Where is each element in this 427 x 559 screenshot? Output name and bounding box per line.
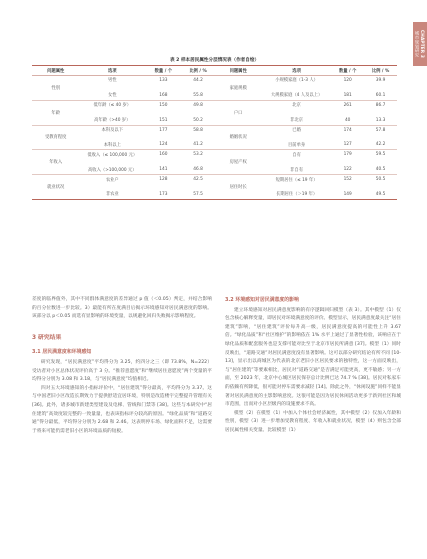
table-cell [32,91,79,100]
section-label: 城市规划研究 [415,30,420,58]
table-cell [32,190,79,199]
paragraph: 差度的临界值外，其中不同群体满意度的差异通过 p 值（＜0.05）判定，并结合影响的百分位数进一步比较。3）最能有所在度满目后揭示环境感知对居民满意度的影响。该部分以 p＜0.05 而选有显影响的环境变量，以规避化回归失败揭示影响程度。 [32,297,212,320]
table-cell: 年龄 [51,110,61,116]
table-cell: 女性 [107,93,117,99]
table-cell: 非农业 [79,190,145,199]
table-cell [32,165,79,174]
table-cell: 小规模家庭（1-3 人） [275,78,318,84]
table-cell: 北京 [262,100,331,109]
table-cell: 60.1 [375,92,386,98]
table-row [32,140,397,149]
table-cell: 168 [159,92,168,98]
table-cell: 152 [331,175,364,184]
table-cell: 128 [145,175,182,184]
table-cell [32,140,79,149]
table-cell: 短期居住（≤ 19 年） [262,175,331,184]
table-header-cell: 选项 [262,66,331,76]
table-cell: 177 [145,125,182,134]
table-cell: 就业状况 [47,185,65,191]
table-cell: 141 [159,167,168,173]
table-cell: 本科及以下 [79,125,145,134]
section-heading: 3 研究结果 [32,334,62,341]
table-cell: 低年龄（≤ 40 岁） [79,100,145,109]
table-cell: 46.8 [193,167,203,173]
table-cell [32,175,79,184]
table-cell: 42.5 [182,175,215,184]
table-cell: 大规模家庭（4 人及以上） [270,93,323,99]
left-text-column [32,296,212,436]
paragraph: 模型（2）在模型（1）中加入个体社会经济属性，其中模型（2）仅加入年龄和性别，模型（3）进一步增加受教育程度、年收入和就业状况，模型（4）则包含全部居民属性相关变量。比较模型（1） [225,410,401,433]
table-cell: 50.5 [364,175,397,184]
table-header-cell: 比例 / % [182,66,215,76]
table-header-cell: 数量 / 个 [331,66,364,76]
table-cell: 40.5 [375,167,386,173]
table-cell: 长期居住（＞19 年） [262,190,331,199]
table-cell: 124 [159,142,168,148]
table-cell: 160 [145,150,182,159]
table-cell: 自有 [262,150,331,159]
table-cell [32,76,79,85]
respondent-attribute-table [32,65,397,200]
table-header-cell: 问题属性 [214,66,261,76]
table-cell: 53.2 [182,150,215,159]
table-cell: 149 [331,190,364,199]
table-cell: 年收入 [49,160,63,166]
table-cell: 44.2 [193,77,203,83]
table-cell: 181 [343,92,352,98]
table-cell: 173 [145,190,182,199]
table-cell: 非北京 [290,118,304,124]
table-cell: 本科以上 [103,142,121,148]
table-header-cell: 选项 [79,66,145,76]
paragraph: 建立环境感知对居民满意度影响的有序逻辑回归模型（表 3）。其中模型（1）仅包含核心解释变量，即居民对环境满意度的评价。模型显示，居民满意度最关注“居住建筑”影响，“居住建筑”评价每升高一级，居民满意度提高的可能性上升 3.67 倍。“绿化品质”和“社区维护”的影响依在 1% 水平上通过了显著性检验，该响应在于绿化品质和配套服务也是支撑可能对比至于北京市居民所满意 [37]。模型（1）同时反映出，“道路交通”对居民满意度没有显著影响。这可以部分研究结论有所不同 [10-13]，显示出以商城区为代表的北京老旧小区居民要求的独特性，这一方面反映出，与“居住建筑”等要素相比，居民对“道路交通”是否满足可能更高，更不敏感；另一方面，至 2023 年，北京中心城区居民保存总计比例已达 74.7 % [38]。居民对私家车的依赖有所降低，很可能对停车需要求减轻 [14]。除此之外，“休闲设施”同样不能显著对居民满意度的主影影响意度。这很可能是因为居民休闲活动更多于新到社区和城市范围，出而对小区层级内的设施要求不高。 [225,307,401,408]
table-row [32,150,397,159]
right-text-column [225,296,401,436]
table-cell: 40 [344,117,351,123]
table-cell: 男性 [107,78,117,84]
table-cell [214,125,261,134]
table-cell: 133 [159,77,168,83]
table-cell: 49.5 [364,190,397,199]
table-title: 表 2 样本居民属性分层情况表（作者自绘） [169,58,260,63]
table-cell: 低收入（≤ 100,000 元） [79,150,145,159]
table-header-cell: 比例 / % [364,66,397,76]
table-cell: 房屋产权 [229,160,247,166]
table-row [32,76,397,85]
table-cell: 41.2 [193,142,203,148]
table-cell [214,190,261,199]
chapter-tab [413,22,427,66]
table-row [32,125,397,134]
table-cell: 150 [145,100,182,109]
table-cell [32,100,79,109]
section-heading: 3.2 环境感知对居民满意度的影响 [225,297,299,303]
table-cell: 55.8 [193,92,203,98]
table-cell: 261 [331,100,364,109]
table-cell: 性别 [51,85,61,91]
table-cell [214,116,261,125]
table-cell: 59.5 [364,150,397,159]
section-heading: 3.1 居民满意度和环境感知 [32,349,92,356]
table-cell: 49.8 [182,100,215,109]
table-header-cell: 数量 / 个 [145,66,182,76]
table-row [32,175,397,184]
table-cell [32,116,79,125]
table-cell: 户口 [233,110,243,116]
table-cell: 50.2 [193,117,203,123]
table-cell: 179 [331,150,364,159]
table-cell [214,165,261,174]
table-cell [32,125,79,134]
table-cell: 42.2 [375,142,386,148]
table-cell: 58.8 [182,125,215,134]
table-cell: 122 [343,167,352,173]
chapter-label: CHAPTER 3 [420,29,425,58]
table-cell: 高收入（>100,000 元） [88,167,137,173]
table-row [32,190,397,199]
table-cell: 151 [159,117,168,123]
table-cell: 127 [343,142,352,148]
table-cell: 57.5 [182,190,215,199]
table-cell: 居住时长 [229,185,247,191]
table-row [32,91,397,100]
table-cell: 农业户 [79,175,145,184]
table-cell: 家庭规模 [229,85,247,91]
table-cell: 86.7 [364,100,397,109]
table-cell: 57.8 [364,125,397,134]
table-cell: 婚姻状况 [229,135,247,141]
table-cell [214,91,261,100]
table-cell: 13.3 [375,117,386,123]
table-row [32,165,397,174]
paragraph: 研究发现，“居民满意度”平均得分为 3.25，约四分之三（即 73.8%，N=222）受访者对小区总体状况评价高于 3 分。“推荐意愿度”和“继续居住意愿度”两个变量的平均得分分别为 3.08 和 3.18，与“居民满意度”均值相近。 [32,359,212,383]
table-row [32,116,397,125]
table-cell [214,76,261,85]
table-cell: 120 [343,77,352,83]
table-cell: 受教育程度 [44,135,67,141]
paragraph: 四对五大环境感知的小指标评价中，“居住建筑”得分最高，平均得分为 3.37。这与中国老旧小区改造长期致力于提供舒适宜居环境，特别是改造楼宇完整提升管理有关 [36]。此外，诸多城市新建类型建设及电梯、管线和门禁等 [38]。这些与本研究中“居住建筑”高效度较完整的一致量量，也表该指标评分较高的原因。“绿化品质”和“道路交通”得分最低，平均得分分别为 2.68 和 2.46。这表明停车场、绿化面积不足，这需要于将来可能仍需老旧小区的环境品质的短板。 [32,385,212,434]
table-cell: 39.9 [375,77,386,83]
table-cell: 非自有 [290,167,304,173]
table-cell: 高年龄（>40 岁） [94,118,131,124]
table-cell [214,175,261,184]
table-cell [214,140,261,149]
table-cell [32,150,79,159]
table-body [32,76,397,200]
table-cell: 目前单身 [287,142,306,148]
table-cell: 已婚 [262,125,331,134]
table-cell: 174 [331,125,364,134]
table-cell [214,100,261,109]
table-cell [214,150,261,159]
table-header-cell: 问题属性 [32,66,79,76]
table-header-row [32,66,397,76]
table-row [32,100,397,109]
